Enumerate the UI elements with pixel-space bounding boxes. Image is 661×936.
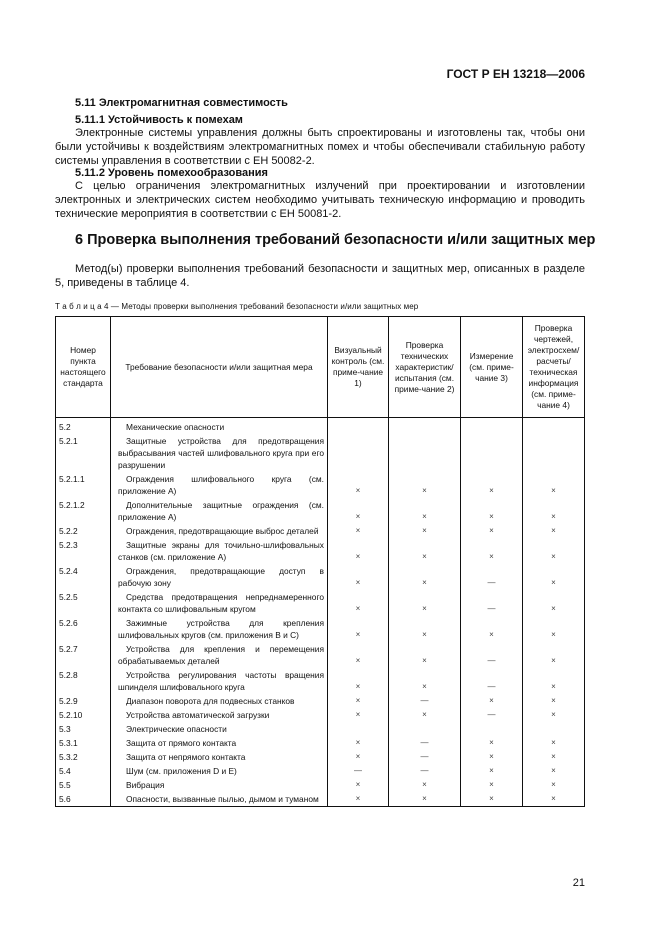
method-mark: ×	[523, 642, 585, 668]
method-mark	[461, 434, 523, 472]
method-mark: ×	[523, 498, 585, 524]
requirement: Электрические опасности	[111, 722, 328, 736]
clause-number: 5.2	[56, 418, 111, 435]
clause-number: 5.3	[56, 722, 111, 736]
table-row	[56, 434, 585, 472]
clause-number: 5.2.5	[56, 590, 111, 616]
method-mark: ×	[461, 498, 523, 524]
method-mark: ×	[389, 778, 461, 792]
requirement: Ограждения, предотвращающие доступ в рабочую зону	[111, 564, 328, 590]
section-5-11-2-text: С целью ограничения электромагнитных излучений при проектировании и изготовлении электронных и электрических систем необходимо учитывать техническую информацию и проводить технические мероприятия в соответствии с ЕН 50081-2.	[55, 180, 585, 220]
table-row	[56, 642, 585, 668]
table-row	[56, 418, 585, 435]
method-mark: ×	[328, 498, 389, 524]
section-5-11-2-heading: 5.11.2 Уровень помехообразования	[75, 167, 268, 179]
table-row	[56, 764, 585, 778]
requirement: Диапазон поворота для подвесных станков	[111, 694, 328, 708]
method-mark	[389, 418, 461, 435]
clause-number: 5.2.10	[56, 708, 111, 722]
column-header: Номер пункта настоящего стандарта	[56, 317, 111, 418]
requirement: Вибрация	[111, 778, 328, 792]
table-row	[56, 524, 585, 538]
method-mark: ×	[523, 668, 585, 694]
clause-number: 5.2.1.1	[56, 472, 111, 498]
method-mark: ×	[523, 538, 585, 564]
method-mark	[328, 434, 389, 472]
method-mark: ×	[328, 750, 389, 764]
methods-table	[55, 316, 585, 807]
clause-number: 5.2.3	[56, 538, 111, 564]
table-row	[56, 472, 585, 498]
method-mark: ×	[328, 564, 389, 590]
column-header: Измерение (см. приме-чание 3)	[461, 317, 523, 418]
clause-number: 5.2.6	[56, 616, 111, 642]
section-5-11-heading: 5.11 Электромагнитная совместимость	[75, 97, 288, 109]
method-mark: —	[461, 708, 523, 722]
method-mark: ×	[389, 538, 461, 564]
column-header: Проверка технических характеристик/ испытания (см. приме-чание 2)	[389, 317, 461, 418]
table-row	[56, 736, 585, 750]
method-mark: ×	[523, 708, 585, 722]
method-mark: ×	[523, 792, 585, 807]
method-mark: —	[389, 764, 461, 778]
method-mark: ×	[328, 524, 389, 538]
method-mark: ×	[523, 616, 585, 642]
section-6-heading: 6 Проверка выполнения требований безопасности и/или защитных мер	[75, 232, 596, 248]
requirement: Зажимные устройства для крепления шлифовальных кругов (см. приложения В и С)	[111, 616, 328, 642]
method-mark: ×	[389, 498, 461, 524]
method-mark: ×	[389, 668, 461, 694]
table-row	[56, 616, 585, 642]
table-row	[56, 722, 585, 736]
method-mark	[523, 722, 585, 736]
method-mark: ×	[461, 792, 523, 807]
method-mark: ×	[523, 764, 585, 778]
method-mark: ×	[328, 668, 389, 694]
method-mark: ×	[523, 472, 585, 498]
page-number: 21	[572, 877, 585, 889]
table-row	[56, 792, 585, 807]
clause-number: 5.2.1	[56, 434, 111, 472]
method-mark	[461, 722, 523, 736]
method-mark: ×	[461, 616, 523, 642]
method-mark: ×	[328, 792, 389, 807]
section-5-11-1-text: Электронные системы управления должны быть спроектированы и изготовлены так, чтобы они были устойчивы к воздействиям электромагнитных помех и чтобы обеспечивали стабильную работу системы управления в соответствии с ЕН 50082-2.	[55, 127, 585, 167]
clause-number: 5.2.2	[56, 524, 111, 538]
method-mark	[389, 722, 461, 736]
method-mark: ×	[461, 472, 523, 498]
section-5-11-1-heading: 5.11.1 Устойчивость к помехам	[75, 114, 243, 126]
method-mark: ×	[328, 708, 389, 722]
requirement: Защитные устройства для предотвращения выбрасывания частей шлифовального круга при его разрушении	[111, 434, 328, 472]
clause-number: 5.2.8	[56, 668, 111, 694]
clause-number: 5.2.4	[56, 564, 111, 590]
requirement: Дополнительные защитные ограждения (см. приложение А)	[111, 498, 328, 524]
method-mark: —	[328, 764, 389, 778]
method-mark: ×	[328, 590, 389, 616]
method-mark: ×	[461, 524, 523, 538]
clause-number: 5.4	[56, 764, 111, 778]
requirement: Защита от непрямого контакта	[111, 750, 328, 764]
method-mark: ×	[523, 750, 585, 764]
method-mark: ×	[389, 590, 461, 616]
method-mark: ×	[523, 590, 585, 616]
column-header: Визуальный контроль (см. приме-чание 1)	[328, 317, 389, 418]
method-mark: ×	[328, 642, 389, 668]
requirement: Устройства регулирования частоты вращения шпинделя шлифовального круга	[111, 668, 328, 694]
method-mark: —	[389, 694, 461, 708]
method-mark	[328, 418, 389, 435]
table-header-row	[56, 317, 585, 418]
method-mark	[389, 434, 461, 472]
method-mark: ×	[389, 708, 461, 722]
method-mark: ×	[389, 616, 461, 642]
requirement: Опасности, вызванные пылью, дымом и туманом	[111, 792, 328, 807]
clause-number: 5.3.1	[56, 736, 111, 750]
clause-number: 5.6	[56, 792, 111, 807]
clause-number: 5.2.9	[56, 694, 111, 708]
method-mark: ×	[523, 694, 585, 708]
requirement: Устройства для крепления и перемещения обрабатываемых деталей	[111, 642, 328, 668]
method-mark: ×	[461, 750, 523, 764]
table-row	[56, 564, 585, 590]
section-6-text: Метод(ы) проверки выполнения требований безопасности и защитных мер, описанных в разделе 5, приведены в таблице 4.	[55, 263, 585, 289]
clause-number: 5.5	[56, 778, 111, 792]
table-row	[56, 694, 585, 708]
method-mark	[461, 418, 523, 435]
column-header: Проверка чертежей, электросхем/ расчеты/ техническая информация (см. приме-чание 4)	[523, 317, 585, 418]
method-mark: —	[461, 590, 523, 616]
method-mark: ×	[328, 616, 389, 642]
method-mark: ×	[389, 564, 461, 590]
method-mark: —	[389, 750, 461, 764]
method-mark: ×	[523, 564, 585, 590]
requirement: Ограждения, предотвращающие выброс деталей	[111, 524, 328, 538]
table-row	[56, 778, 585, 792]
table-row	[56, 538, 585, 564]
requirement: Ограждения шлифовального круга (см. приложение А)	[111, 472, 328, 498]
requirement: Механические опасности	[111, 418, 328, 435]
method-mark: ×	[328, 736, 389, 750]
method-mark: ×	[328, 472, 389, 498]
method-mark: ×	[523, 778, 585, 792]
requirement: Шум (см. приложения D и Е)	[111, 764, 328, 778]
method-mark: ×	[389, 792, 461, 807]
clause-number: 5.2.7	[56, 642, 111, 668]
document-header: ГОСТ Р ЕН 13218—2006	[446, 67, 585, 81]
requirement: Защита от прямого контакта	[111, 736, 328, 750]
method-mark: ×	[461, 694, 523, 708]
method-mark: ×	[461, 764, 523, 778]
method-mark	[523, 418, 585, 435]
method-mark: ×	[461, 538, 523, 564]
method-mark: ×	[523, 524, 585, 538]
table-row	[56, 668, 585, 694]
requirement: Устройства автоматической загрузки	[111, 708, 328, 722]
method-mark: ×	[461, 736, 523, 750]
clause-number: 5.2.1.2	[56, 498, 111, 524]
method-mark: ×	[389, 472, 461, 498]
method-mark	[523, 434, 585, 472]
method-mark: —	[389, 736, 461, 750]
requirement: Защитные экраны для точильно-шлифовальных станков (см. приложение А)	[111, 538, 328, 564]
table-row	[56, 498, 585, 524]
table-caption: Т а б л и ц а 4 — Методы проверки выполнения требований безопасности и/или защитных мер	[55, 302, 419, 311]
method-mark: ×	[523, 736, 585, 750]
method-mark: ×	[328, 694, 389, 708]
table-row	[56, 708, 585, 722]
method-mark: ×	[389, 524, 461, 538]
table-row	[56, 590, 585, 616]
table-row	[56, 750, 585, 764]
method-mark: —	[461, 668, 523, 694]
column-header: Требование безопасности и/или защитная мера	[111, 317, 328, 418]
method-mark: —	[461, 642, 523, 668]
method-mark: ×	[328, 538, 389, 564]
method-mark: ×	[389, 642, 461, 668]
method-mark: —	[461, 564, 523, 590]
method-mark	[328, 722, 389, 736]
method-mark: ×	[328, 778, 389, 792]
requirement: Средства предотвращения непреднамеренного контакта со шлифовальным кругом	[111, 590, 328, 616]
clause-number: 5.3.2	[56, 750, 111, 764]
method-mark: ×	[461, 778, 523, 792]
